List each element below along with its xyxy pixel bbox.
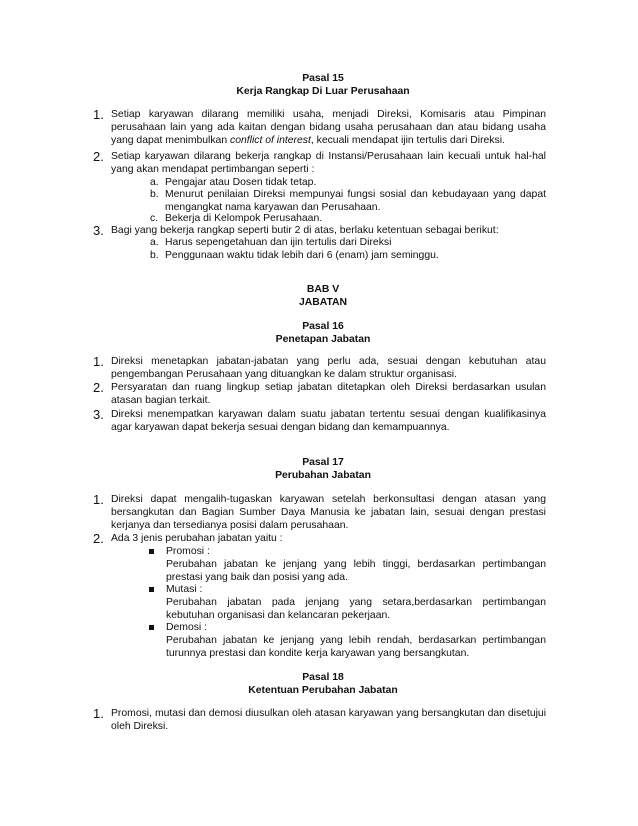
bullet-mutasi: [149, 584, 546, 622]
bab-title: JABATAN: [298, 297, 348, 308]
pasal-15-title: Kerja Rangkap Di Luar Perusahaan: [236, 86, 410, 97]
pasal-15-number: Pasal 15: [302, 73, 344, 84]
pasal-15-item-2: [93, 151, 546, 177]
pasal-17-item-2: [93, 533, 546, 546]
bullet-text: Perubahan jabatan ke jenjang yang lebih rendah, berdasarkan pertimbangan turunnya prestasi dan kondite kerja karyawan yang bersangkutan.: [166, 634, 546, 659]
item-number: 3.: [93, 407, 104, 422]
sub-text: Pengajar atau Dosen tidak tetap.: [165, 177, 317, 188]
pasal-16-number: Pasal 16: [302, 321, 344, 332]
bullet-label: Mutasi :: [166, 584, 203, 595]
bullet-demosi: [149, 622, 546, 660]
pasal-16-item-3: [93, 409, 546, 435]
pasal-17-item-1: [93, 494, 546, 532]
pasal-16-title: Penetapan Jabatan: [275, 334, 371, 345]
pasal-15-item-3: [93, 225, 546, 238]
item-text: Direksi menempatkan karyawan dalam suatu jabatan tertentu sesuai dengan kualifikasinya agar karyawan dapat bekerja sesuai dengan bidang dan kemampuannya.: [111, 409, 546, 433]
item-number: 3.: [93, 223, 104, 238]
pasal-15-sub-c: [150, 213, 546, 226]
bullet-text: Perubahan jabatan pada jenjang yang setara,berdasarkan pertimbangan kebutuhan organisasi dan kelancaran pekerjaan.: [166, 596, 546, 621]
sub-text: Bekerja di Kelompok Perusahaan.: [165, 213, 323, 224]
sub-text: Menurut penilaian Direksi mempunyai fungsi sosial dan kebudayaan yang dapat mengangkat nama karyawan dan Perusahaan.: [165, 189, 546, 213]
pasal-15-sub-b: [150, 189, 546, 215]
item-text: Setiap karyawan dilarang bekerja rangkap di Instansi/Perusahaan lain kecuali untuk hal-hal yang akan mendapat pertimbangan seperti :: [111, 151, 546, 175]
pasal-15-sub3-b: [150, 250, 546, 263]
item-number: 2.: [93, 149, 104, 164]
bullet-square-icon: [149, 549, 154, 554]
pasal-17-title: Perubahan Jabatan: [275, 470, 371, 481]
bullet-label: Demosi :: [166, 622, 207, 633]
sub-label: a.: [150, 177, 159, 188]
bab-number: BAB V: [306, 284, 340, 295]
item-text: Setiap karyawan dilarang memiliki usaha, menjadi Direksi, Komisaris atau Pimpinan perusahaan lain yang ada kaitan dengan bidang usaha perusahaan dan atau bidang usaha yang dapat menimbulkan conflict of interest, kecuali mendapat ijin tertulis dari Direksi.: [111, 109, 546, 146]
item-text: Bagi yang bekerja rangkap seperti butir 2 di atas, berlaku ketentuan sebagai berikut:: [111, 225, 499, 236]
sub-text: Harus sepengetahuan dan ijin tertulis dari Direksi: [165, 237, 392, 248]
item-number: 2.: [93, 380, 104, 395]
pasal-16-item-1: [93, 356, 546, 382]
pasal-18-number: Pasal 18: [302, 672, 344, 683]
sub-label: b.: [150, 189, 159, 200]
item-number: 2.: [93, 531, 104, 546]
sub-label: a.: [150, 237, 159, 248]
pasal-15-item-1: [93, 109, 546, 147]
pasal-17-number: Pasal 17: [302, 457, 344, 468]
pasal-18-item-1: [93, 708, 546, 734]
item-text: Ada 3 jenis perubahan jabatan yaitu :: [111, 533, 283, 544]
sub-label: b.: [150, 250, 159, 261]
item-text: Direksi dapat mengalih-tugaskan karyawan setelah berkonsultasi dengan atasan yang bersangkutan dan Bagian Sumber Daya Manusia ke jabatan lain, sesuai dengan prestasi kerjanya dan tersedianya posisi dalam perusahaan.: [111, 494, 546, 531]
item-number: 1.: [93, 706, 104, 721]
sub-label: c.: [150, 213, 159, 224]
item-number: 1.: [93, 354, 104, 369]
item-number: 1.: [93, 492, 104, 507]
pasal-16-item-2: [93, 382, 546, 408]
pasal-18-title: Ketentuan Perubahan Jabatan: [248, 685, 398, 696]
bullet-text: Perubahan jabatan ke jenjang yang lebih tinggi, berdasarkan pertimbangan prestasi yang baik dan posisi yang ada.: [166, 558, 546, 583]
item-text: Promosi, mutasi dan demosi diusulkan oleh atasan karyawan yang bersangkutan dan disetujui oleh Direksi.: [111, 708, 546, 732]
bullet-square-icon: [149, 587, 154, 592]
sub-text: Penggunaan waktu tidak lebih dari 6 (enam) jam seminggu.: [165, 250, 439, 261]
item-text: Persyaratan dan ruang lingkup setiap jabatan ditetapkan oleh Direksi berdasarkan usulan atasan bagian terkait.: [111, 382, 546, 406]
bullet-label: Promosi :: [166, 546, 210, 557]
item-text: Direksi menetapkan jabatan-jabatan yang perlu ada, sesuai dengan kebutuhan atau pengembangan Perusahaan yang dituangkan ke dalam struktur organisasi.: [111, 356, 546, 380]
pasal-15-sub3-a: [150, 237, 546, 250]
bullet-square-icon: [149, 625, 154, 630]
italic-term: conflict of interest: [230, 134, 311, 146]
item-number: 1.: [93, 107, 104, 122]
bullet-promosi: [149, 546, 546, 584]
pasal-15-sub-a: [150, 177, 546, 190]
